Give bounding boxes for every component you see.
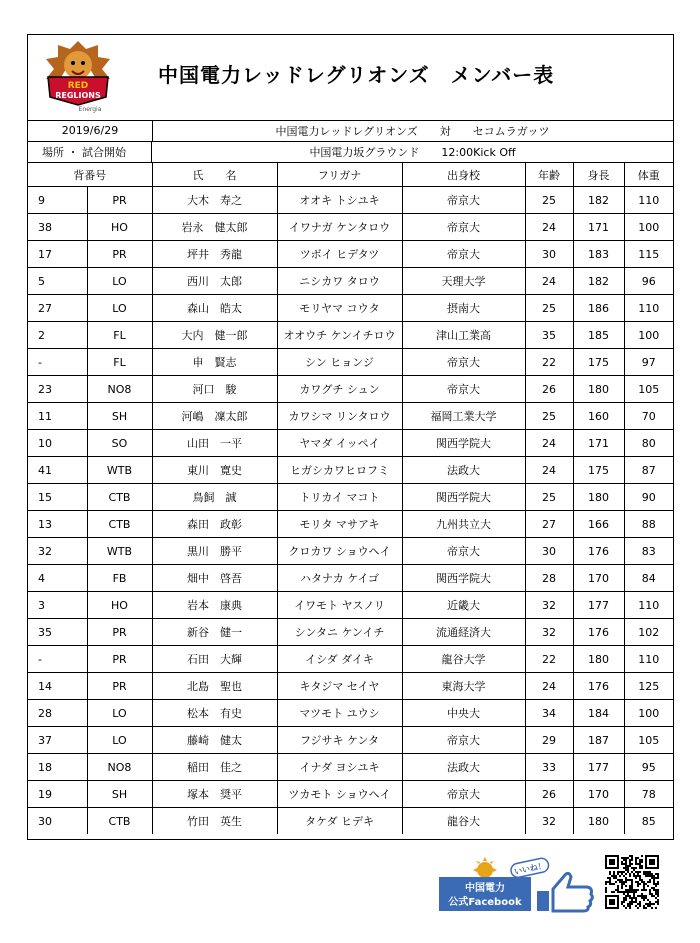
table-row bbox=[28, 565, 673, 592]
player-school: 法政大 bbox=[402, 754, 525, 781]
match-teams: 中国電力レッドレグリオンズ 対 セコムラガッツ bbox=[275, 124, 550, 138]
table-row bbox=[28, 430, 673, 457]
player-school: 津山工業高 bbox=[402, 322, 525, 349]
player-number: 23 bbox=[28, 376, 87, 403]
thumbs-up-icon bbox=[537, 873, 592, 911]
player-name: 森田 政彰 bbox=[152, 511, 277, 538]
player-number: 30 bbox=[28, 808, 87, 835]
table-row bbox=[28, 268, 673, 295]
player-age: 26 bbox=[525, 781, 573, 808]
player-weight: 125 bbox=[624, 673, 673, 700]
player-position: LO bbox=[87, 268, 152, 295]
player-height: 170 bbox=[573, 781, 624, 808]
player-weight: 115 bbox=[624, 241, 673, 268]
player-age: 34 bbox=[525, 700, 573, 727]
player-name: 大内 健一郎 bbox=[152, 322, 277, 349]
like-badge: いいね！ bbox=[513, 861, 547, 877]
sun-mascot-icon bbox=[473, 857, 497, 878]
player-school: 東海大学 bbox=[402, 673, 525, 700]
table-row bbox=[28, 403, 673, 430]
player-weight: 105 bbox=[624, 376, 673, 403]
player-school: 帝京大 bbox=[402, 214, 525, 241]
facebook-banner[interactable] bbox=[437, 857, 597, 913]
player-school: 流通経済大 bbox=[402, 619, 525, 646]
player-kana: オオウチ ケンイチロウ bbox=[277, 322, 402, 349]
player-school: 近畿大 bbox=[402, 592, 525, 619]
player-name: 岩永 健太郎 bbox=[152, 214, 277, 241]
player-height: 175 bbox=[573, 349, 624, 376]
player-school: 帝京大 bbox=[402, 376, 525, 403]
table-row bbox=[28, 349, 673, 376]
player-height: 177 bbox=[573, 592, 624, 619]
player-age: 32 bbox=[525, 808, 573, 835]
player-weight: 102 bbox=[624, 619, 673, 646]
player-height: 183 bbox=[573, 241, 624, 268]
player-position: LO bbox=[87, 295, 152, 322]
player-number: 17 bbox=[28, 241, 87, 268]
player-age: 26 bbox=[525, 376, 573, 403]
player-school: 天理大学 bbox=[402, 268, 525, 295]
player-age: 24 bbox=[525, 673, 573, 700]
player-age: 32 bbox=[525, 619, 573, 646]
table-row bbox=[28, 376, 673, 403]
player-kana: ヒガシカワヒロフミ bbox=[277, 457, 402, 484]
facebook-line1: 中国電力 bbox=[465, 883, 505, 894]
player-number: 14 bbox=[28, 673, 87, 700]
player-name: 河嶋 凜太郎 bbox=[152, 403, 277, 430]
player-age: 22 bbox=[525, 349, 573, 376]
player-kana: シンタニ ケンイチ bbox=[277, 619, 402, 646]
facebook-line2: 公式Facebook bbox=[448, 897, 522, 908]
table-row bbox=[28, 646, 673, 673]
player-school: 帝京大 bbox=[402, 349, 525, 376]
player-number: 38 bbox=[28, 214, 87, 241]
player-weight: 84 bbox=[624, 565, 673, 592]
player-name: 竹田 英生 bbox=[152, 808, 277, 835]
player-height: 160 bbox=[573, 403, 624, 430]
player-school: 龍谷大 bbox=[402, 808, 525, 835]
player-kana: タケダ ヒデキ bbox=[277, 808, 402, 835]
table-row bbox=[28, 187, 673, 214]
player-number: 32 bbox=[28, 538, 87, 565]
player-number: 28 bbox=[28, 700, 87, 727]
player-position: NO8 bbox=[87, 754, 152, 781]
table-row bbox=[28, 484, 673, 511]
player-kana: トリカイ マコト bbox=[277, 484, 402, 511]
player-height: 175 bbox=[573, 457, 624, 484]
player-age: 33 bbox=[525, 754, 573, 781]
player-position: SH bbox=[87, 781, 152, 808]
player-weight: 105 bbox=[624, 727, 673, 754]
player-school: 九州共立大 bbox=[402, 511, 525, 538]
player-school: 福岡工業大学 bbox=[402, 403, 525, 430]
table-row bbox=[28, 673, 673, 700]
player-height: 180 bbox=[573, 484, 624, 511]
player-weight: 83 bbox=[624, 538, 673, 565]
player-name: 申 賢志 bbox=[152, 349, 277, 376]
table-row bbox=[28, 781, 673, 808]
player-number: 11 bbox=[28, 403, 87, 430]
player-number: 18 bbox=[28, 754, 87, 781]
member-sheet bbox=[27, 34, 674, 840]
player-weight: 96 bbox=[624, 268, 673, 295]
table-row bbox=[28, 538, 673, 565]
player-name: 松本 有史 bbox=[152, 700, 277, 727]
player-kana: ツカモト ショウヘイ bbox=[277, 781, 402, 808]
player-name: 東川 寛史 bbox=[152, 457, 277, 484]
player-weight: 110 bbox=[624, 187, 673, 214]
logo-text-reglions: REGLIONS bbox=[55, 91, 101, 100]
player-height: 171 bbox=[573, 430, 624, 457]
player-age: 30 bbox=[525, 241, 573, 268]
table-row bbox=[28, 727, 673, 754]
player-school: 中央大 bbox=[402, 700, 525, 727]
player-position: WTB bbox=[87, 457, 152, 484]
team-logo bbox=[38, 39, 118, 113]
player-weight: 110 bbox=[624, 295, 673, 322]
player-position: LO bbox=[87, 727, 152, 754]
player-age: 25 bbox=[525, 187, 573, 214]
player-position: SH bbox=[87, 403, 152, 430]
player-number: 3 bbox=[28, 592, 87, 619]
match-venue: 中国電力坂グラウンド 12:00Kick Off bbox=[309, 145, 516, 159]
player-position: CTB bbox=[87, 808, 152, 835]
player-height: 177 bbox=[573, 754, 624, 781]
player-age: 27 bbox=[525, 511, 573, 538]
player-school: 帝京大 bbox=[402, 538, 525, 565]
player-name: 稲田 佳之 bbox=[152, 754, 277, 781]
player-age: 30 bbox=[525, 538, 573, 565]
table-row bbox=[28, 754, 673, 781]
player-kana: キタジマ セイヤ bbox=[277, 673, 402, 700]
player-height: 176 bbox=[573, 538, 624, 565]
player-school: 関西学院大 bbox=[402, 430, 525, 457]
header-school: 出身校 bbox=[402, 163, 525, 187]
player-name: 塚本 奨平 bbox=[152, 781, 277, 808]
player-weight: 110 bbox=[624, 592, 673, 619]
player-position: PR bbox=[87, 646, 152, 673]
player-position: HO bbox=[87, 592, 152, 619]
player-age: 22 bbox=[525, 646, 573, 673]
player-height: 184 bbox=[573, 700, 624, 727]
match-venue-row bbox=[28, 141, 673, 163]
player-height: 180 bbox=[573, 376, 624, 403]
player-name: 藤崎 健太 bbox=[152, 727, 277, 754]
player-name: 新谷 健一 bbox=[152, 619, 277, 646]
player-kana: イシダ ダイキ bbox=[277, 646, 402, 673]
match-date: 2019/6/29 bbox=[28, 120, 153, 141]
player-age: 32 bbox=[525, 592, 573, 619]
page-title: 中国電力レッドレグリオンズ メンバー表 bbox=[158, 63, 555, 87]
header-weight: 体重 bbox=[624, 163, 673, 187]
player-position: HO bbox=[87, 214, 152, 241]
player-number: 13 bbox=[28, 511, 87, 538]
player-number: 4 bbox=[28, 565, 87, 592]
player-school: 帝京大 bbox=[402, 187, 525, 214]
player-name: 森山 皓太 bbox=[152, 295, 277, 322]
player-school: 関西学院大 bbox=[402, 565, 525, 592]
player-number: - bbox=[28, 349, 87, 376]
player-age: 25 bbox=[525, 295, 573, 322]
player-weight: 110 bbox=[624, 646, 673, 673]
player-weight: 95 bbox=[624, 754, 673, 781]
table-row bbox=[28, 322, 673, 349]
player-position: NO8 bbox=[87, 376, 152, 403]
player-name: 黒川 勝平 bbox=[152, 538, 277, 565]
player-height: 187 bbox=[573, 727, 624, 754]
player-position: PR bbox=[87, 619, 152, 646]
player-number: 19 bbox=[28, 781, 87, 808]
player-kana: フジサキ ケンタ bbox=[277, 727, 402, 754]
player-age: 24 bbox=[525, 214, 573, 241]
player-weight: 80 bbox=[624, 430, 673, 457]
player-kana: ツボイ ヒデタツ bbox=[277, 241, 402, 268]
table-row bbox=[28, 214, 673, 241]
player-position: FL bbox=[87, 322, 152, 349]
player-age: 25 bbox=[525, 403, 573, 430]
player-school: 法政大 bbox=[402, 457, 525, 484]
player-height: 186 bbox=[573, 295, 624, 322]
player-age: 24 bbox=[525, 457, 573, 484]
player-position: SO bbox=[87, 430, 152, 457]
player-number: 27 bbox=[28, 295, 87, 322]
venue-label: 場所 ・ 試合開始 bbox=[28, 141, 152, 162]
header-height: 身長 bbox=[573, 163, 624, 187]
player-school: 帝京大 bbox=[402, 727, 525, 754]
player-weight: 100 bbox=[624, 700, 673, 727]
table-body bbox=[28, 187, 673, 835]
player-name: 石田 大輝 bbox=[152, 646, 277, 673]
table-row bbox=[28, 619, 673, 646]
player-kana: ハタナカ ケイゴ bbox=[277, 565, 402, 592]
player-kana: シン ヒョンジ bbox=[277, 349, 402, 376]
player-kana: カワグチ シュン bbox=[277, 376, 402, 403]
logo-text-red: RED bbox=[67, 81, 89, 91]
player-position: FL bbox=[87, 349, 152, 376]
player-name: 坪井 秀龍 bbox=[152, 241, 277, 268]
player-number: 2 bbox=[28, 322, 87, 349]
player-position: CTB bbox=[87, 484, 152, 511]
table-row bbox=[28, 457, 673, 484]
header-name: 氏 名 bbox=[152, 163, 277, 187]
player-school: 龍谷大学 bbox=[402, 646, 525, 673]
player-height: 176 bbox=[573, 673, 624, 700]
player-number: 15 bbox=[28, 484, 87, 511]
player-school: 関西学院大 bbox=[402, 484, 525, 511]
player-height: 166 bbox=[573, 511, 624, 538]
player-school: 帝京大 bbox=[402, 241, 525, 268]
header-kana: フリガナ bbox=[277, 163, 402, 187]
player-position: PR bbox=[87, 673, 152, 700]
player-age: 35 bbox=[525, 322, 573, 349]
player-height: 171 bbox=[573, 214, 624, 241]
player-age: 24 bbox=[525, 430, 573, 457]
player-position: CTB bbox=[87, 511, 152, 538]
player-school: 帝京大 bbox=[402, 781, 525, 808]
player-weight: 70 bbox=[624, 403, 673, 430]
player-weight: 88 bbox=[624, 511, 673, 538]
player-name: 河口 駿 bbox=[152, 376, 277, 403]
player-height: 176 bbox=[573, 619, 624, 646]
logo-brand: Energia bbox=[78, 106, 102, 113]
table-row bbox=[28, 592, 673, 619]
member-table bbox=[28, 163, 673, 834]
qr-code-icon[interactable] bbox=[605, 855, 659, 909]
table-row bbox=[28, 511, 673, 538]
table-header-row bbox=[28, 163, 673, 187]
player-school: 摂南大 bbox=[402, 295, 525, 322]
player-height: 185 bbox=[573, 322, 624, 349]
player-weight: 100 bbox=[624, 322, 673, 349]
header-number: 背番号 bbox=[28, 163, 152, 187]
player-age: 24 bbox=[525, 268, 573, 295]
player-height: 182 bbox=[573, 187, 624, 214]
player-number: 10 bbox=[28, 430, 87, 457]
player-kana: モリヤマ コウタ bbox=[277, 295, 402, 322]
player-name: 畑中 啓吾 bbox=[152, 565, 277, 592]
player-height: 182 bbox=[573, 268, 624, 295]
player-weight: 90 bbox=[624, 484, 673, 511]
player-position: FB bbox=[87, 565, 152, 592]
table-row bbox=[28, 700, 673, 727]
player-weight: 100 bbox=[624, 214, 673, 241]
player-position: PR bbox=[87, 241, 152, 268]
player-kana: イナダ ヨシユキ bbox=[277, 754, 402, 781]
player-height: 170 bbox=[573, 565, 624, 592]
player-kana: モリタ マサアキ bbox=[277, 511, 402, 538]
player-kana: オオキ トシユキ bbox=[277, 187, 402, 214]
player-name: 岩本 康典 bbox=[152, 592, 277, 619]
match-date-row bbox=[28, 120, 673, 142]
player-weight: 85 bbox=[624, 808, 673, 835]
player-weight: 87 bbox=[624, 457, 673, 484]
player-kana: ヤマダ イッペイ bbox=[277, 430, 402, 457]
table-row bbox=[28, 808, 673, 835]
player-age: 28 bbox=[525, 565, 573, 592]
player-number: 41 bbox=[28, 457, 87, 484]
player-position: WTB bbox=[87, 538, 152, 565]
table-row bbox=[28, 241, 673, 268]
player-number: 5 bbox=[28, 268, 87, 295]
table-row bbox=[28, 295, 673, 322]
player-weight: 78 bbox=[624, 781, 673, 808]
player-kana: イワナガ ケンタロウ bbox=[277, 214, 402, 241]
header-age: 年齢 bbox=[525, 163, 573, 187]
player-position: PR bbox=[87, 187, 152, 214]
player-name: 鳥飼 誠 bbox=[152, 484, 277, 511]
sheet-header bbox=[28, 35, 673, 121]
player-name: 大木 寿之 bbox=[152, 187, 277, 214]
player-height: 180 bbox=[573, 808, 624, 835]
player-kana: ニシカワ タロウ bbox=[277, 268, 402, 295]
player-age: 29 bbox=[525, 727, 573, 754]
player-number: 35 bbox=[28, 619, 87, 646]
player-name: 北島 聖也 bbox=[152, 673, 277, 700]
player-age: 25 bbox=[525, 484, 573, 511]
player-height: 180 bbox=[573, 646, 624, 673]
player-kana: クロカワ ショウヘイ bbox=[277, 538, 402, 565]
player-weight: 97 bbox=[624, 349, 673, 376]
player-kana: カワシマ リンタロウ bbox=[277, 403, 402, 430]
player-kana: イワモト ヤスノリ bbox=[277, 592, 402, 619]
player-kana: マツモト ユウシ bbox=[277, 700, 402, 727]
player-number: - bbox=[28, 646, 87, 673]
player-position: LO bbox=[87, 700, 152, 727]
player-name: 西川 太郎 bbox=[152, 268, 277, 295]
player-number: 9 bbox=[28, 187, 87, 214]
player-number: 37 bbox=[28, 727, 87, 754]
player-name: 山田 一平 bbox=[152, 430, 277, 457]
